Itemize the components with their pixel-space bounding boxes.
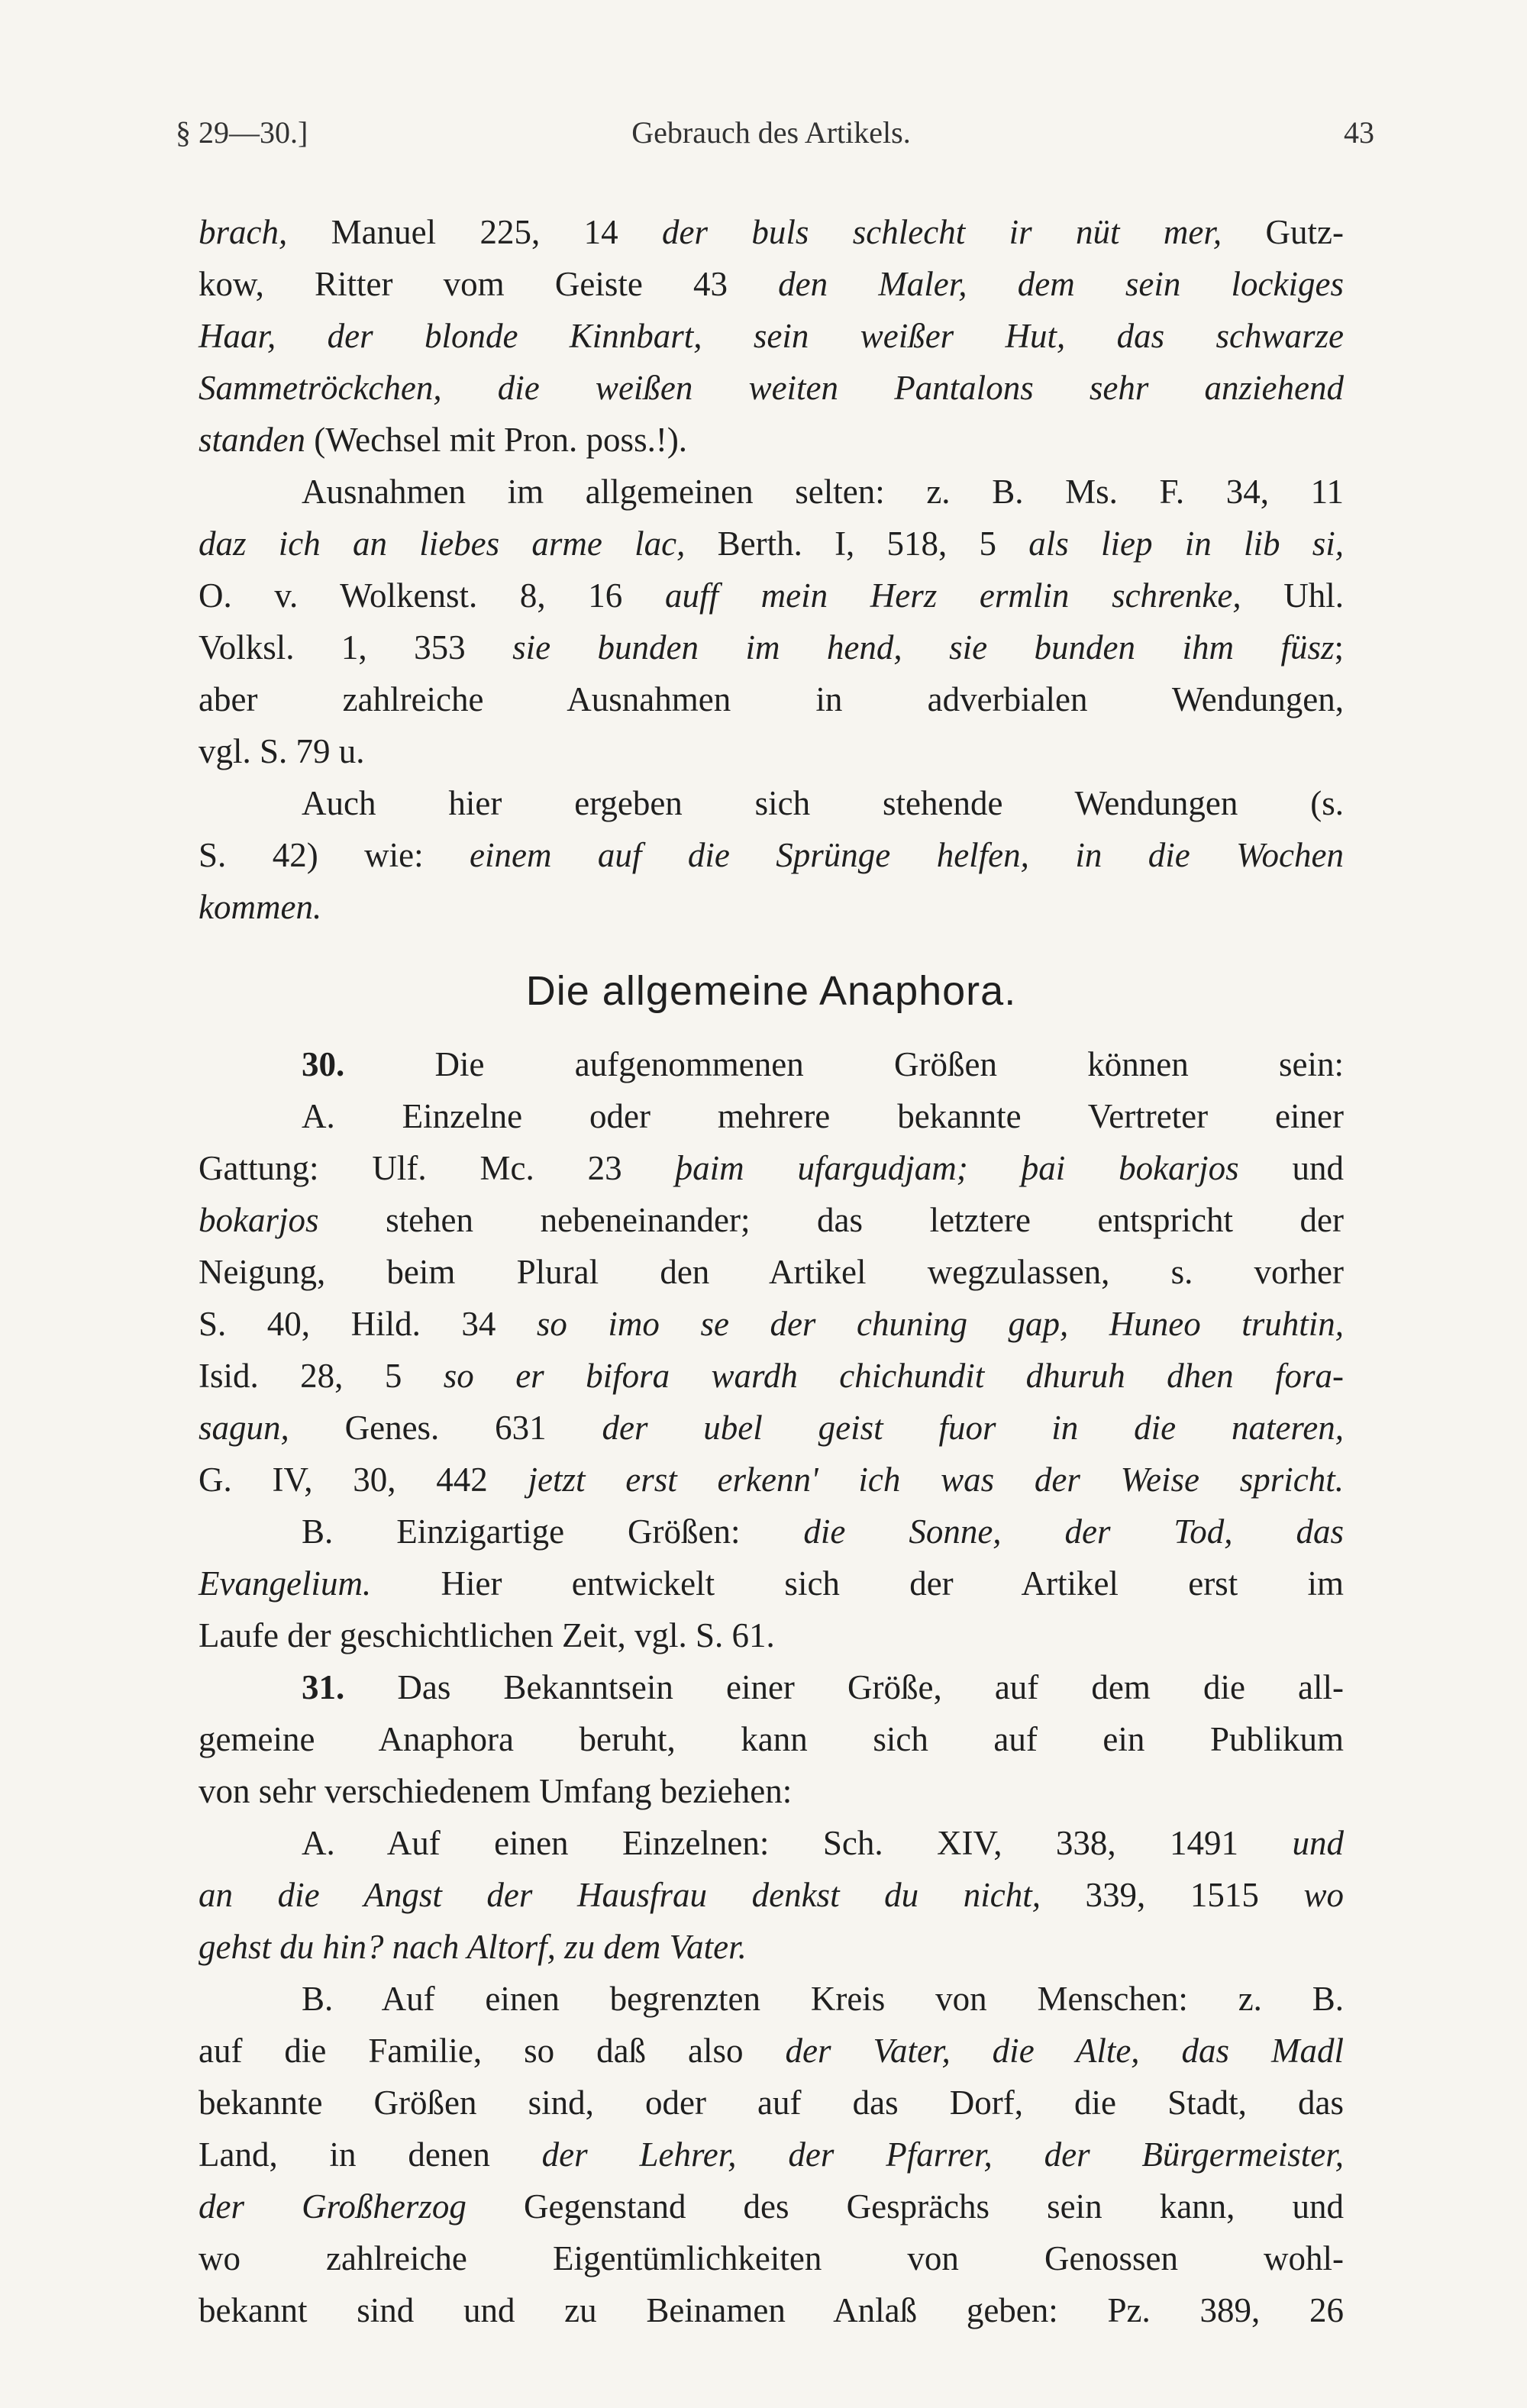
text: (Wechsel mit Pron. poss.!). <box>305 421 688 459</box>
text: Uhl. <box>1241 576 1344 615</box>
text: Manuel 225, 14 <box>287 213 663 251</box>
page-number: 43 <box>1344 115 1374 150</box>
text-line <box>199 1869 1344 1921</box>
text: aber zahlreiche Ausnahmen in adverbialen Wendungen, <box>199 680 1344 718</box>
quote: einem auf die Sprünge helfen, in die Wochen <box>470 836 1344 874</box>
text-line <box>199 2232 1344 2284</box>
quote: auff mein Herz ermlin schrenke, <box>664 576 1241 615</box>
text-line <box>199 2180 1344 2232</box>
quote: kommen. <box>199 888 322 926</box>
quote: der Vater, die Alte, das Madl <box>785 2032 1344 2070</box>
text-line <box>199 2077 1344 2129</box>
quote: brach, <box>199 213 288 251</box>
text: B. Auf einen begrenzten Kreis von Menschen: z. B. <box>302 1980 1344 2018</box>
text-line <box>199 1973 1344 2025</box>
quote: so er bifora wardh chichundit dhuruh dhen fora- <box>443 1357 1345 1395</box>
text-line <box>199 310 1344 362</box>
text: S. 42) wie: <box>199 836 470 874</box>
text: Land, in denen <box>199 2135 542 2174</box>
text-line <box>199 881 1344 933</box>
text-line <box>199 1557 1344 1609</box>
text-line <box>199 362 1344 414</box>
text-line <box>199 1765 1344 1817</box>
text-line <box>199 725 1344 777</box>
quote: den Maler, dem sein lockiges <box>778 265 1344 303</box>
text: A. Auf einen Einzelnen: Sch. XIV, 338, 1491 <box>302 1824 1293 1862</box>
quote: als liep in lib si, <box>1028 525 1344 563</box>
text: 339, 1515 <box>1040 1876 1304 1914</box>
quote: so imo se der chuning gap, Huneo truhtin, <box>536 1305 1345 1343</box>
text: vgl. S. 79 u. <box>199 732 365 770</box>
text: ; <box>1334 628 1344 667</box>
section-number: 31. <box>302 1668 345 1706</box>
text-line <box>199 466 1344 518</box>
text: Neigung, beim Plural den Artikel wegzulassen, s. vorher <box>199 1253 1344 1291</box>
quote: daz ich an liebes arme lac, <box>199 525 686 563</box>
text-line <box>199 1142 1344 1194</box>
text-line <box>199 1246 1344 1298</box>
text: wo zahlreiche Eigentümlichkeiten von Genossen wohl- <box>199 2239 1344 2277</box>
text: Berth. I, 518, 5 <box>685 525 1029 563</box>
text: gemeine Anaphora beruht, kann sich auf ein Publikum <box>199 1720 1344 1758</box>
quote: standen <box>199 421 305 459</box>
text-line <box>199 1817 1344 1869</box>
text-line <box>199 777 1344 829</box>
text: Volksl. 1, 353 <box>199 628 513 667</box>
quote: gehst du hin? nach Altorf, zu dem Vater. <box>199 1928 747 1966</box>
text-line <box>199 829 1344 881</box>
quote: der ubel geist fuor in die nateren, <box>602 1409 1344 1447</box>
text-line <box>199 673 1344 725</box>
body-text <box>199 206 1344 2336</box>
quote: jetzt erst erkenn' ich was der Weise spricht. <box>528 1461 1344 1499</box>
text: B. Einzigartige Größen: <box>302 1512 804 1551</box>
text: Die aufgenommenen Größen können sein: <box>344 1045 1344 1083</box>
text-line <box>199 1454 1344 1506</box>
quote: der Großherzog <box>199 2187 466 2226</box>
text: Hier entwickelt sich der Artikel erst im <box>371 1564 1344 1603</box>
text: Genes. 631 <box>289 1409 602 1447</box>
quote: und <box>1292 1824 1344 1862</box>
text: Ausnahmen im allgemeinen selten: z. B. Ms. F. 34, 11 <box>302 473 1344 511</box>
text-line <box>199 1661 1344 1713</box>
text: und <box>1238 1149 1345 1187</box>
text: auf die Familie, so daß also <box>199 2032 786 2070</box>
text: G. IV, 30, 442 <box>199 1461 528 1499</box>
quote: der Lehrer, der Pfarrer, der Bürgermeister, <box>541 2135 1344 2174</box>
text: von sehr verschiedenem Umfang beziehen: <box>199 1772 793 1810</box>
quote: bokarjos <box>199 1201 319 1239</box>
text: Auch hier ergeben sich stehende Wendungen (s. <box>302 784 1344 822</box>
quote: þaim ufargudjam; þai bokarjos <box>675 1149 1239 1187</box>
text-line <box>199 1038 1344 1090</box>
text-line <box>199 414 1344 466</box>
quote: an die Angst der Hausfrau denkst du nicht, <box>199 1876 1041 1914</box>
text-line <box>199 1506 1344 1557</box>
running-head <box>176 115 1374 176</box>
text: O. v. Wolkenst. 8, 16 <box>199 576 665 615</box>
text: Gattung: Ulf. Mc. 23 <box>199 1149 676 1187</box>
text: Isid. 28, 5 <box>199 1357 444 1395</box>
quote: wo <box>1303 1876 1344 1914</box>
text-line <box>199 1402 1344 1454</box>
text: Gegenstand des Gesprächs sein kann, und <box>466 2187 1344 2226</box>
quote: Haar, der blonde Kinnbart, sein weißer Hut, das schwarze <box>199 317 1344 355</box>
text-line <box>199 1921 1344 1973</box>
section-heading: Die allgemeine Anaphora. <box>525 968 1017 1014</box>
text-line <box>199 570 1344 621</box>
text-line <box>199 1713 1344 1765</box>
text-line <box>199 206 1344 258</box>
text-line <box>199 1298 1344 1350</box>
text: Gutz- <box>1222 213 1345 251</box>
section-number: 30. <box>302 1045 345 1083</box>
text: A. Einzelne oder mehrere bekannte Vertreter einer <box>302 1097 1344 1135</box>
page-title: Gebrauch des Artikels. <box>631 115 911 150</box>
text-line <box>199 2129 1344 2180</box>
text-line <box>199 2025 1344 2077</box>
text-line <box>199 1194 1344 1246</box>
quote: sie bunden im hend, sie bunden ihm füsz <box>512 628 1335 667</box>
text: S. 40, Hild. 34 <box>199 1305 537 1343</box>
quote: Sammetröckchen, die weißen weiten Pantalons sehr anziehend <box>199 369 1344 407</box>
text-line <box>199 258 1344 310</box>
quote: die Sonne, der Tod, das <box>803 1512 1344 1551</box>
quote: sagun, <box>199 1409 289 1447</box>
text-line <box>199 621 1344 673</box>
text: bekannt sind und zu Beinamen Anlaß geben: Pz. 389, 26 <box>199 2291 1344 2329</box>
quote: Evangelium. <box>199 1564 372 1603</box>
text: bekannte Größen sind, oder auf das Dorf, die Stadt, das <box>199 2084 1344 2122</box>
text: kow, Ritter vom Geiste 43 <box>199 265 779 303</box>
text-line <box>199 518 1344 570</box>
text-line <box>199 1090 1344 1142</box>
text: stehen nebeneinander; das letztere entspricht der <box>318 1201 1344 1239</box>
text-line <box>199 1350 1344 1402</box>
quote: der buls schlecht ir nüt mer, <box>662 213 1222 251</box>
text-line <box>199 2284 1344 2336</box>
text: Das Bekanntsein einer Größe, auf dem die all- <box>344 1668 1344 1706</box>
text: Laufe der geschichtlichen Zeit, vgl. S. 61. <box>199 1616 775 1654</box>
text-line <box>199 1609 1344 1661</box>
section-reference: § 29—30.] <box>176 115 308 150</box>
